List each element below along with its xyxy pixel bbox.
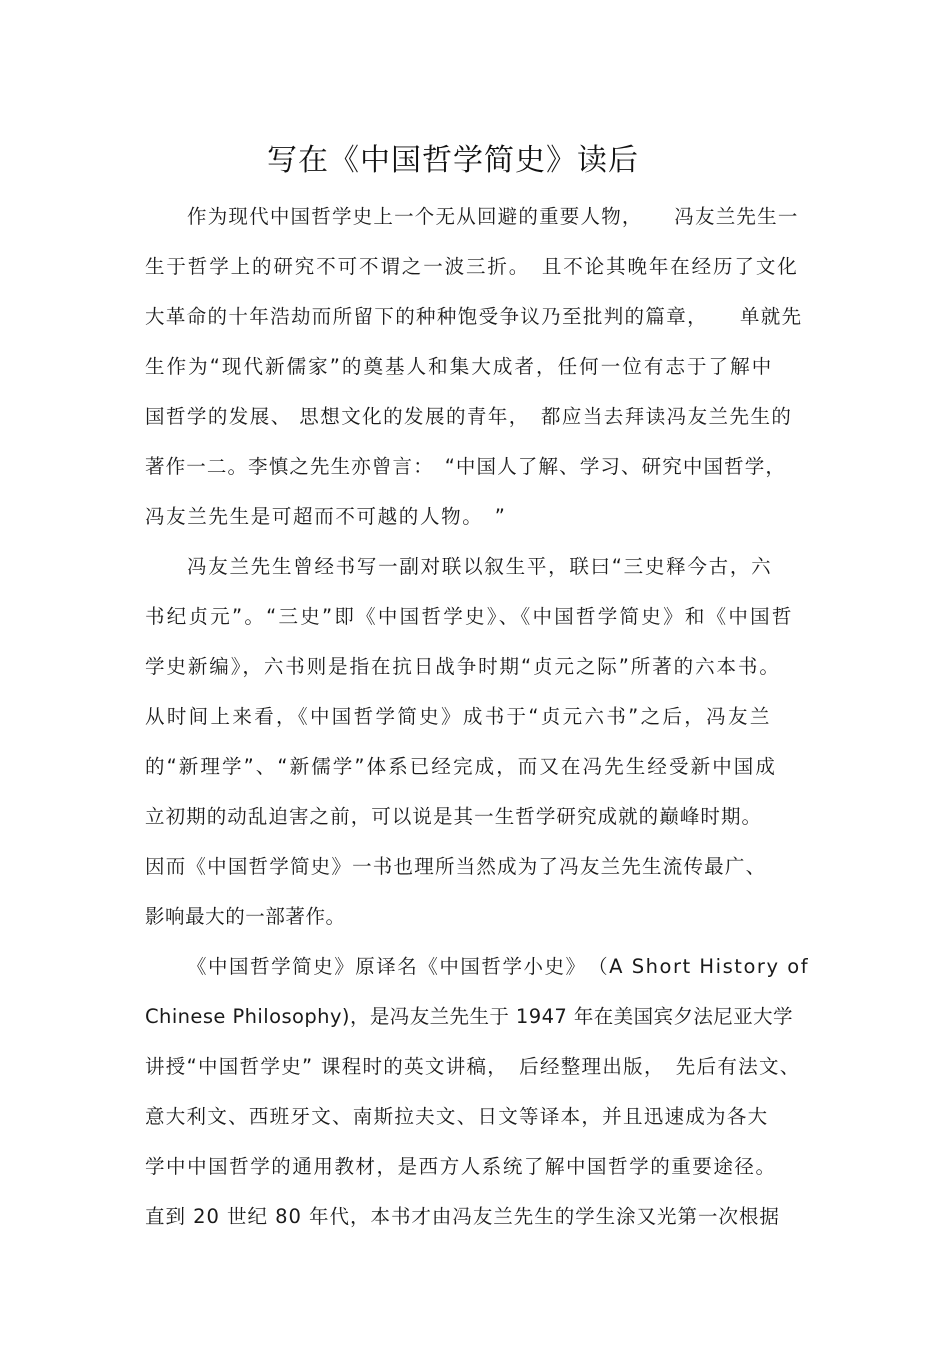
paragraph-line: 书纪贞元”。“三史”即《中国哲学史》、《中国哲学简史》和《中国哲 (145, 605, 794, 628)
paragraph-line: Chinese Philosophy)，是冯友兰先生于 1947 年在美国宾夕法尼亚大学 (145, 1005, 793, 1028)
paragraph-line: 的“新理学”、“新儒学”体系已经完成，而又在冯先生经受新中国成 (145, 755, 778, 778)
document-title: 写在《中国哲学简史》读后 (267, 143, 639, 178)
paragraph-line: 影响最大的一部著作。 (145, 905, 346, 928)
paragraph-line: 从时间上来看，《中国哲学简史》成书于“贞元六书”之后，冯友兰 (145, 705, 772, 728)
paragraph-line: 作为现代中国哲学史上一个无从回避的重要人物， 冯友兰先生一 (187, 205, 799, 228)
paragraph-line: 生于哲学上的研究不可不谓之一波三折。 且不论其晚年在经历了文化 (145, 255, 799, 278)
paragraph-line: 著作一二。李慎之先生亦曾言： “中国人了解、学习、研究中国哲学， (145, 455, 787, 478)
paragraph-line: 学中中国哲学的通用教材，是西方人系统了解中国哲学的重要途径。 (145, 1155, 777, 1178)
paragraph-line: 冯友兰先生是可超而不可越的人物。 ” (145, 505, 507, 528)
paragraph-line: 讲授“中国哲学史” 课程时的英文讲稿， 后经整理出版， 先后有法文、 (145, 1055, 801, 1078)
paragraph-line: 因而《中国哲学简史》一书也理所当然成为了冯友兰先生流传最广、 (145, 855, 767, 878)
paragraph-line: 冯友兰先生曾经书写一副对联以叙生平，联曰“三史释今古，六 (187, 555, 773, 578)
paragraph-line: 立初期的动乱迫害之前，可以说是其一生哲学研究成就的巅峰时期。 (145, 805, 763, 828)
paragraph-line: 《中国哲学简史》原译名《中国哲学小史》 （A Short History of (187, 955, 810, 978)
paragraph-line: 生作为“现代新儒家”的奠基人和集大成者，任何一位有志于了解中 (145, 355, 774, 378)
paragraph-line: 学史新编》，六书则是指在抗日战争时期“贞元之际”所著的六本书。 (145, 655, 781, 678)
paragraph-line: 意大利文、西班牙文、南斯拉夫文、日文等译本，并且迅速成为各大 (145, 1105, 769, 1128)
paragraph-line: 直到 20 世纪 80 年代，本书才由冯友兰先生的学生涂又光第一次根据 (145, 1205, 780, 1228)
paragraph-line: 国哲学的发展、 思想文化的发展的青年， 都应当去拜读冯友兰先生的 (145, 405, 793, 428)
paragraph-line: 大革命的十年浩劫而所留下的种种饱受争议乃至批判的篇章， 单就先 (145, 305, 803, 328)
